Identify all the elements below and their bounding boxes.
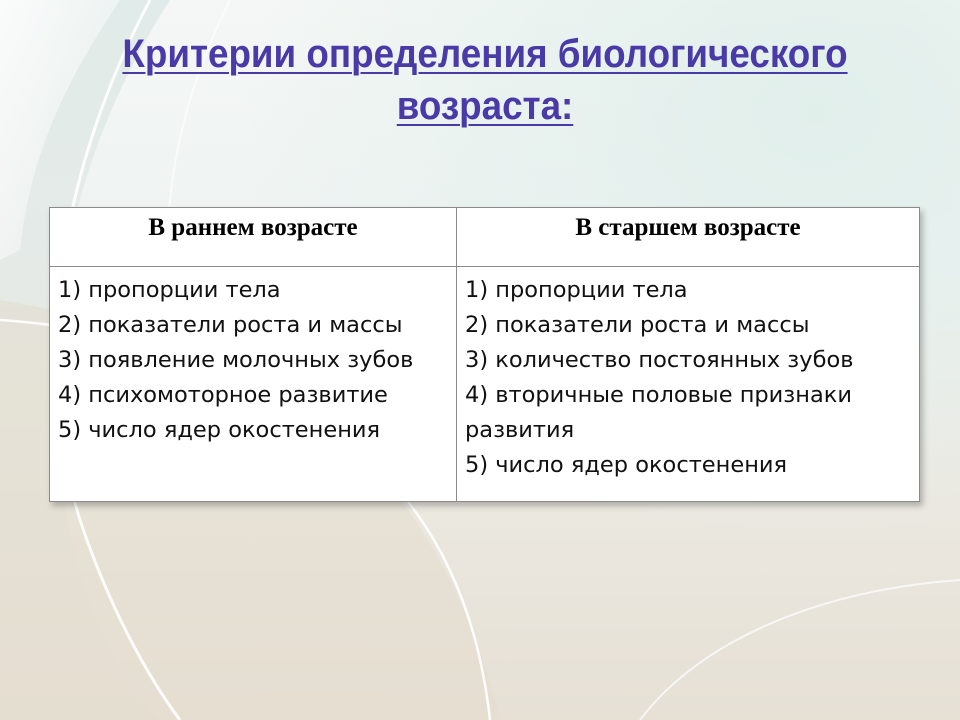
list-item: 2) показатели роста и массы	[58, 312, 403, 338]
list-item: 1) пропорции тела	[58, 277, 281, 303]
older-age-cell	[457, 267, 920, 502]
header-early-age: В раннем возрасте	[50, 208, 457, 267]
title-line-1: Критерии определения биологического	[122, 32, 848, 76]
list-item: 4) вторичные половые признаки развития	[465, 382, 852, 443]
list-item: 3) количество постоянных зубов	[465, 347, 854, 373]
table-row	[50, 267, 920, 502]
criteria-table	[49, 207, 920, 502]
table-header-row	[50, 208, 920, 267]
list-item: 2) показатели роста и массы	[465, 312, 810, 338]
page-title	[94, 28, 876, 132]
title-line-2: возраста:	[396, 84, 574, 128]
list-item: 4) психомоторное развитие	[58, 382, 388, 408]
header-older-age: В старшем возрасте	[457, 208, 920, 267]
list-item: 5) число ядер окостенения	[465, 452, 788, 478]
list-item: 1) пропорции тела	[465, 277, 688, 303]
list-item: 5) число ядер окостенения	[58, 417, 381, 443]
list-item: 3) появление молочных зубов	[58, 347, 414, 373]
early-age-cell	[50, 267, 457, 502]
